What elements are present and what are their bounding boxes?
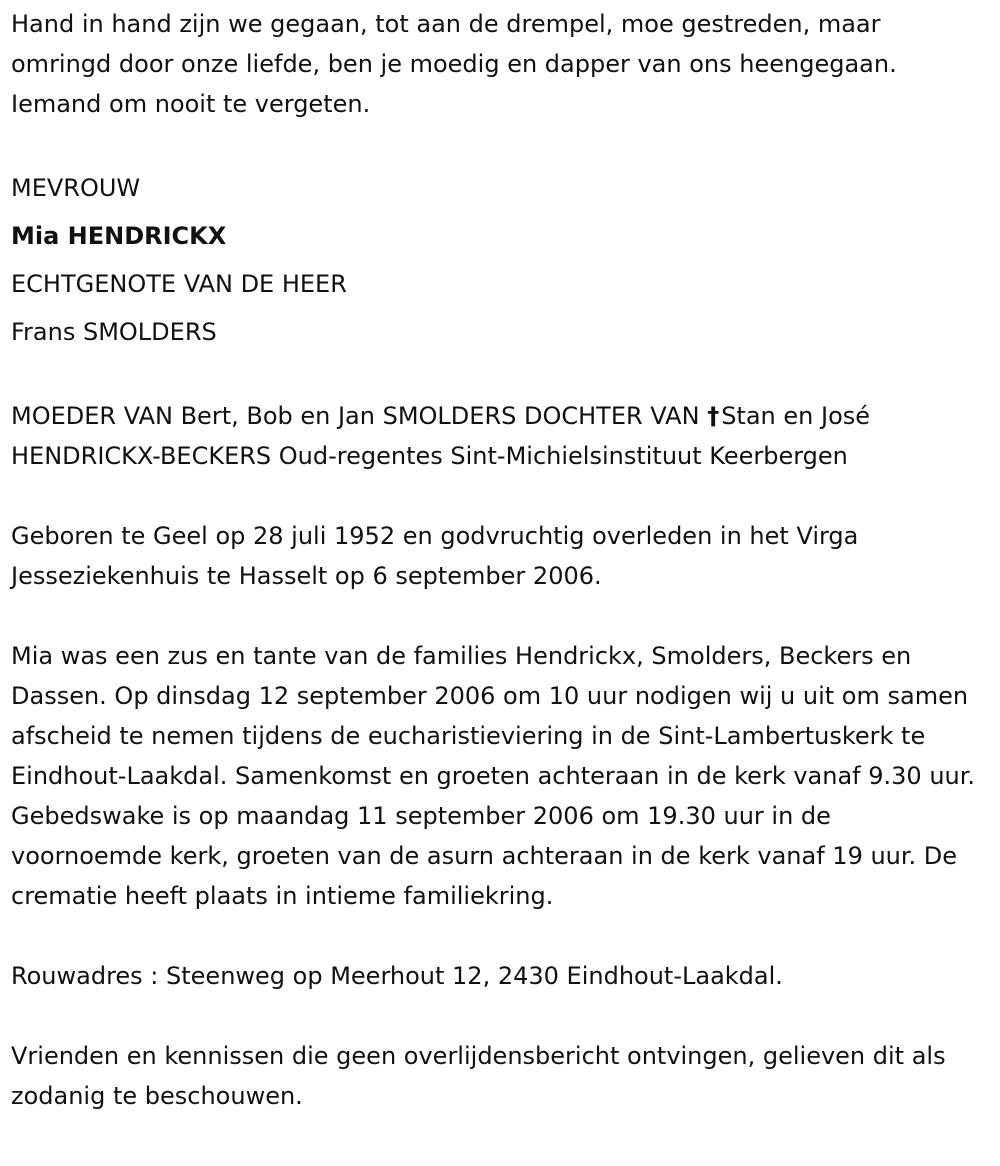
relation-line: ECHTGENOTE VAN DE HEER	[11, 270, 347, 298]
title-prefix: MEVROUW	[11, 174, 141, 202]
address-paragraph: Rouwadres : Steenweg op Meerhout 12, 2430 Eindhout-Laakdal.	[11, 962, 783, 990]
spacer	[11, 356, 979, 396]
spacer	[11, 476, 979, 516]
family-text-before-cross: MOEDER VAN Bert, Bob en Jan SMOLDERS DOCHTER VAN	[11, 402, 708, 430]
spouse-name: Frans SMOLDERS	[11, 318, 217, 346]
closing-paragraph: Vrienden en kennissen die geen overlijdensbericht ontvingen, gelieven dit als zodanig te beschouwen.	[11, 1042, 946, 1110]
intro-paragraph: Hand in hand zijn we gegaan, tot aan de drempel, moe gestreden, maar omringd door onze liefde, ben je moedig en dapper van ons heengegaan. Iemand om nooit te vergeten.	[11, 10, 897, 118]
family-text-after-cross: Stan en José HENDRICKX-BECKERS Oud-regentes Sint-Michielsinstituut Keerbergen	[11, 402, 871, 470]
spacer	[11, 916, 979, 956]
family-paragraph	[11, 396, 979, 476]
cross-icon: †	[707, 402, 720, 430]
spacer	[11, 124, 979, 164]
deceased-name: Mia HENDRICKX	[11, 222, 227, 250]
funeral-info-paragraph: Mia was een zus en tante van de families Hendrickx, Smolders, Beckers en Dassen. Op dinsdag 12 september 2006 om 10 uur nodigen wij u uit om samen afscheid te nemen tijdens de eucharistieviering in de Sint-Lambertuskerk te Eindhout-Laakdal. Samenkomst en groeten achteraan in de kerk vanaf 9.30 uur. Gebedswake is op maandag 11 september 2006 om 19.30 uur in de voornoemde kerk, groeten van de asurn achteraan in de kerk vanaf 19 uur. De crematie heeft plaats in intieme familiekring.	[11, 642, 976, 910]
spacer	[11, 596, 979, 636]
obituary-document	[11, 4, 979, 1116]
birth-death-paragraph: Geboren te Geel op 28 juli 1952 en godvruchtig overleden in het Virga Jesseziekenhuis te Hasselt op 6 september 2006.	[11, 522, 859, 590]
spacer	[11, 996, 979, 1036]
